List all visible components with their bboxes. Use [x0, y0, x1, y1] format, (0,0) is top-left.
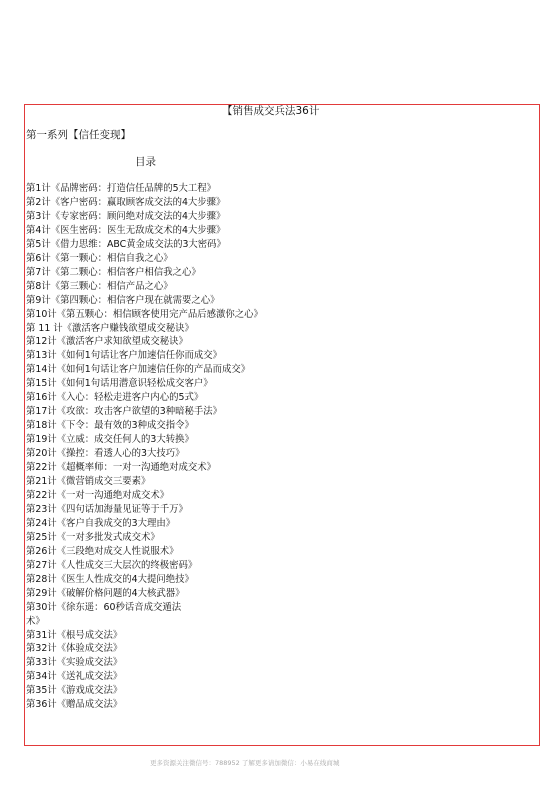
toc-item-6: 第6计《第一颗心：相信自我之心》 [26, 252, 173, 264]
toc-item-25: 第24计《客户自我成交的3大理由》 [26, 517, 176, 529]
document-title: 【销售成交兵法36计 [222, 105, 320, 117]
toc-item-3: 第3计《专家密码：顾问绝对成交法的4大步骤》 [26, 210, 226, 222]
toc-item-35: 第34计《送礼成交法》 [26, 671, 123, 683]
toc-item-13: 第13计《如何1句话让客户加速信任你而成交》 [26, 350, 223, 362]
series-heading: 第一系列【信任变现】 [26, 129, 131, 141]
toc-item-28: 第27计《人性成交三大层次的终极密码》 [26, 559, 198, 571]
toc-item-5: 第5计《借力思维：ABC黄金成交法的3大密码》 [26, 238, 226, 250]
toc-item-19: 第19计《立威：成交任何人的3大转换》 [26, 434, 194, 446]
toc-item-24: 第23计《四句话加海量见证等于千万》 [26, 503, 188, 515]
toc-item-21: 第22计《超概率师：一对一沟通绝对成交术》 [26, 462, 217, 474]
toc-item-17: 第17计《攻欲：攻击客户欲望的3种暗秘手法》 [26, 406, 223, 418]
toc-item-10: 第10计《第五颗心：相信顾客使用完产品后感激你之心》 [26, 308, 263, 320]
toc-item-9: 第9计《第四颗心：相信客户现在就需要之心》 [26, 294, 220, 306]
page-footer: 更多资源关注微信号：788952 了解更多请加微信：小易在线商城 [150, 759, 340, 767]
toc-item-11: 第 11 计《激活客户赚钱欲望成交秘诀》 [26, 322, 194, 334]
toc-item-31: 第30计《徐东遥：60秒话音成交遁法 术》 [26, 601, 182, 627]
toc-item-37: 第36计《赠品成交法》 [26, 699, 123, 711]
toc-item-14: 第14计《如何1句话让客户加速信任你的产品而成交》 [26, 364, 251, 376]
toc-item-16: 第16计《入心：轻松走进客户内心的5式》 [26, 392, 204, 404]
toc-item-26: 第25计《一对多批发式成交术》 [26, 531, 160, 543]
toc-item-27: 第26计《三段绝对成交人性说服术》 [26, 545, 179, 557]
toc-item-36: 第35计《游戏成交法》 [26, 685, 123, 697]
toc-item-15: 第15计《如何1句话用潜意识轻松成交客户》 [26, 378, 213, 390]
toc-item-30: 第29计《破解价格问题的4大核武器》 [26, 587, 185, 599]
toc-item-22: 第21计《微营销成交三要素》 [26, 476, 151, 488]
toc-item-1: 第1计《品牌密码：打造信任品牌的5大工程》 [26, 183, 217, 194]
toc-item-33: 第32计《体验成交法》 [26, 643, 123, 655]
toc-item-29: 第28计《医生人性成交的4大提问绝技》 [26, 573, 194, 585]
toc-item-32: 第31计《根号成交法》 [26, 629, 123, 641]
toc-item-7: 第7计《第二颗心：相信客户相信我之心》 [26, 266, 201, 278]
toc-item-18: 第18计《下令：最有效的3种成交指令》 [26, 420, 194, 432]
toc-item-12: 第12计《激活客户求知欲望成交秘诀》 [26, 336, 188, 348]
toc-item-20: 第20计《操控：看透人心的3大技巧》 [26, 448, 185, 460]
toc-heading: 目录 [135, 156, 156, 168]
toc-item-2: 第2计《客户密码：赢取顾客成交法的4大步骤》 [26, 196, 226, 208]
toc-item-8: 第8计《第三颗心：相信产品之心》 [26, 280, 173, 292]
toc-item-23: 第22计《一对一沟通绝对成交术》 [26, 489, 170, 501]
toc-item-34: 第33计《实验成交法》 [26, 657, 123, 669]
table-of-contents [26, 182, 306, 712]
toc-item-4: 第4计《医生密码：医生无敌成交术的4大步骤》 [26, 224, 226, 236]
